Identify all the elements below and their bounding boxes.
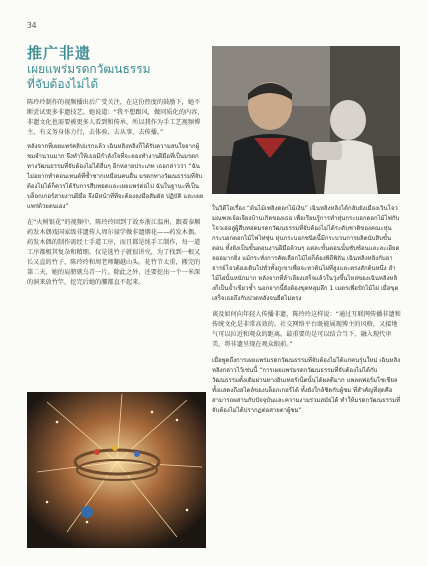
section-title-thai [27, 62, 202, 91]
left-text-column [27, 98, 206, 288]
section-title-thai-line-1: เผยแพร่มรดกวัฒนธรรม [27, 62, 151, 76]
paragraph-thai-3: เมื่อพูดถึงการเผยแพร่มรดกวัฒนธรรมที่จับต้องไม่ได้แก่คนรุ่นใหม่ เฉินหลิงหลิงกล่าวไว้เช่นนี้ “การเผยแพร่มรดกวัฒนธรรมที่จับต้องไม่ได้กับวัฒนธรรมดั้งเดิมผ่านทางอินเทอร์เน็ตนั้นได้ผลดีมาก แพลตฟอร์มโซเชียลทั้งแสดงถึงสไตล์ของบล็อกเกอร์ได้ ทั้งยังใกล้ชิดกับผู้ชม ที่สำคัญที่สุดคือสามารถผสานกับปัจจุบันและความงามร่วมสมัยได้ ทำให้มรดกวัฒนธรรมที่จับต้องไม่ได้ปรากฏต่อสายตาผู้ชม” [212, 357, 401, 414]
paragraph-chinese-2: 在“火树银花”的视频中，陈玲玲回到了故乡浙江温州，跟着泰顺药发木偶戏国家级非遗传人周尔禄学做非遗烟花——药发木偶。药发木偶的制作需经士手道工序，而且都是纯手工制作，每一道工序都极其复杂和精细。仅是选竹子就很讲究，为了找到一根又长又直的竹子，陈玲玲和周老师翻越山头。花竹节太重，搬完的第二天，她的肩膀就乌青一片。除此之外，还要挖出一个一米深的洞来放竹竿，挖完后她的腰都直不起来。 [27, 219, 201, 286]
top-right-photo [212, 46, 400, 194]
elderly-couple-illustration [212, 46, 400, 194]
paragraph-chinese-1: 陈玲玲制作的视频播出后广受关注，在这份热度的鼓励下，她不断尝试更多非遗技艺。她说道：“我不想跟风，做同质化的内容，非遗文化也需要被更多人看到和传承，所以我作为手工艺视频博主，有义务身体力行，去体验、去从事、去传播。” [27, 99, 204, 136]
section-title-chinese: 推广非遗 [27, 44, 92, 62]
paragraph-chinese-3: 谈及如何向年轻人传播非遗，陈玲玲这样说：“通过互联网传播非遗和传统文化是非常高效的。社交网络平台既能展现博主的风格，又接地气可以拉近和观众的距离。最重要的是可以结合当下，融入现代审美，将非遗呈现在观众眼前。” [212, 311, 401, 348]
paragraph-thai-2: ในวิดีโอเรื่อง “ต้นไม้เพลิงดอกไม้เงิน” เฉินหลิงหลิงได้กลับยังเมืองเวินโจวมณฑลเจ้อเจียงบ้านเกิดของเธอ เพื่อเรียนรู้การทำหุ่นกระบอกดอกไม้ไฟกับโจวเอ่อลู่ผู้สืบทอดมรดกวัฒนธรรมที่จับต้องไม่ได้ระดับชาติของคณะหุ่นกระบอกดอกไม้ไฟไท่ซุ่น หุ่นกระบอกชนิดนี้มีกระบวนการผลิตนับสิบขั้นตอน ทั้งยังเป็นขั้นตอนงานฝีมือล้วนๆ แต่ละขั้นตอนนั้นซับซ้อนและละเอียดลออมากยิ่ง แม้กระทั่งการคัดเลือกไม้ไผ่ก็ต้องพิถีพิถัน เฉินหลิงหลิงกับอาจารย์โจวต้องเดินไปทั่วทั้งภูเขาเพื่อจะหาต้นไผ่ที่สูงและตรงสักต้นหนึ่ง ลำไม้ไผ่นั้นหนักมาก หลังจากที่ลำเลียงเสร็จแล้วในวุ่งขึ้นไหล่ของเฉินหลิงหลิงก็เป็นจ้ำเขียวช้ำ นอกจากนี้ยังต้องขุดหลุมลึก 1 เมตรเพื่อปักไม้ไผ่ เมื่อขุดเสร็จเธอถึงกับปวดหลังจนยืดไม่ตรง [212, 205, 400, 302]
section-title-thai-line-2: ที่จับต้องไม่ได้ [27, 76, 99, 91]
bottom-left-photo [27, 392, 206, 548]
fireworks-puppet-illustration [27, 392, 206, 548]
paragraph-thai-1: หลังจากที่เผยแพร่คลิปแรกแล้ว เฉินหลิงหลิงก็ได้รับความสนใจจากผู้ชมจำนวนมาก จึงทำให้เธอมีกำลังใจที่จะลองทำงานฝีมือที่เป็นมรดกทางวัฒนธรรมที่จับต้องไม่ได้อื่นๆ อีกหลายประเภท เธอกล่าวว่า “ฉันไม่อยากทำคอนเทนต์ที่ซ้ำซากเหมือนคนอื่น มรดกทางวัฒนธรรมที่จับต้องไม่ได้ก็ควรได้รับการสืบทอดและเผยแพร่ต่อไป ฉันในฐานะที่เป็นบล็อกเกอร์สายงานฝีมือ จึงมีหน้าที่ที่จะต้องลงมือสัมผัส ปฏิบัติ และเผยแพร่ด้วยตนเอง” [27, 143, 204, 210]
page-number: 34 [27, 21, 37, 30]
right-text-column [212, 204, 401, 416]
